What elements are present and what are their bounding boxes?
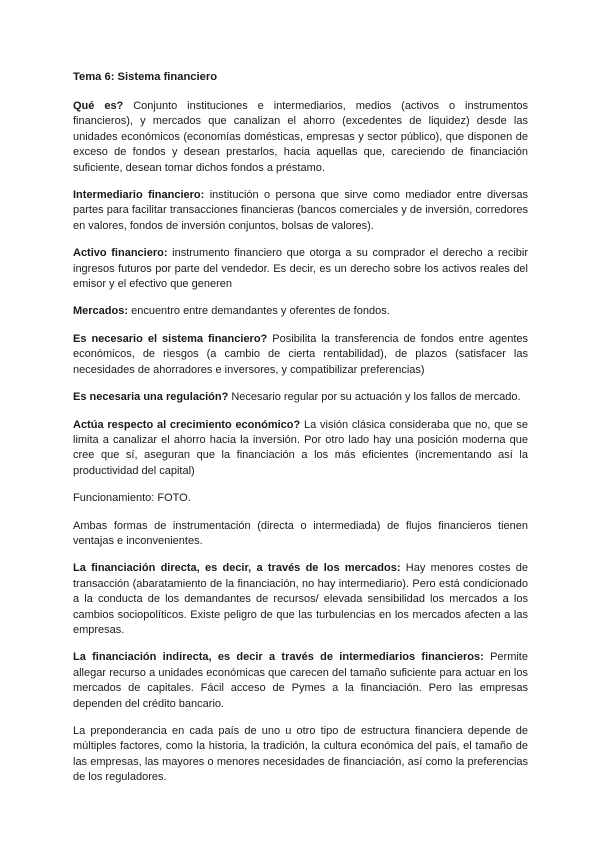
paragraph-ambas-formas bbox=[73, 519, 528, 550]
paragraph-term: Activo financiero: bbox=[73, 247, 168, 260]
document-title: Tema 6: Sistema financiero bbox=[73, 71, 218, 83]
paragraph-text: encuentro entre demandantes y oferentes de fondos. bbox=[128, 305, 390, 318]
paragraph-financiacion-indirecta bbox=[73, 650, 528, 712]
paragraph-term: Intermediario financiero: bbox=[73, 189, 205, 202]
paragraph-necesario bbox=[73, 332, 528, 378]
paragraph-text: Necesario regular por su actuación y los fallos de mercado. bbox=[228, 391, 521, 404]
paragraph-text: Hay menores costes de transacción (abaratamiento de la financiación, no hay intermediario). Pero está condicionado a la conducta de los demandantes de recursos/ elevada sensibilidad los mercados a los cambios sociopolíticos. Existe peligro de que las turbulencias en los mercados afecten a las empresas. bbox=[73, 562, 528, 636]
paragraph-funcionamiento bbox=[73, 491, 528, 506]
paragraph-text: Ambas formas de instrumentación (directa o intermediada) de flujos financieros tienen ventajas e inconvenientes. bbox=[73, 519, 528, 547]
paragraph-term: Qué es? bbox=[73, 100, 124, 112]
paragraph-term: Es necesario el sistema financiero? bbox=[73, 332, 268, 345]
paragraph-crecimiento bbox=[73, 418, 528, 480]
paragraph-term: Es necesaria una regulación? bbox=[73, 391, 229, 404]
paragraph-text: institución o persona que sirve como mediador entre diversas partes para facilitar transacciones financieras (bancos comerciales y de inversión, corredores en valores, fondos de inversión conjuntos, bolsas de valores). bbox=[73, 189, 528, 232]
paragraph-financiacion-directa bbox=[73, 561, 528, 638]
paragraph-term: La financiación directa, es decir, a través de los mercados: bbox=[73, 562, 401, 575]
paragraph-term: Mercados: bbox=[73, 305, 129, 318]
paragraph-que-es bbox=[73, 99, 528, 176]
paragraph-term: Actúa respecto al crecimiento económico? bbox=[73, 418, 301, 431]
paragraph-text: instrumento financiero que otorga a su comprador el derecho a recibir ingresos futuros por parte del vendedor. Es decir, es un derecho sobre los activos reales del emisor y el efectivo que generen bbox=[73, 247, 528, 291]
paragraph-text: Permite allegar recurso a unidades económicas que carecen del tamaño suficiente para actuar en los mercados de capitales. Fácil acceso de Pymes a la financiación. Pero las empresas dependen del crédito bancario. bbox=[73, 651, 528, 710]
paragraph-mercados bbox=[73, 304, 528, 319]
paragraph-text: Funcionamiento: FOTO. bbox=[73, 492, 191, 505]
paragraph-term: La financiación indirecta, es decir a través de intermediarios financieros: bbox=[73, 651, 484, 664]
paragraph-regulacion bbox=[73, 390, 528, 405]
paragraph-activo bbox=[73, 246, 528, 292]
paragraph-text: Conjunto instituciones e intermediarios, medios (activos o instrumentos financieros), y mercados que canalizan el ahorro (excedentes de liquidez) desde las unidades económicos (economías domésticas, empresas y sector público), que disponen de exceso de fondos y desean prestarlos, hacia aquellas que, careciendo de financiación suficiente, desean tomar dichos fondos a préstamo. bbox=[73, 100, 528, 174]
paragraph-intermediario bbox=[73, 188, 528, 234]
paragraph-text: La preponderancia en cada país de uno u otro tipo de estructura financiera depende de múltiples factores, como la historia, la tradición, la cultura económica del país, el tamaño de las empresas, las mayores o menores necesidades de financiación, así como la preferencias de los reguladores. bbox=[73, 725, 528, 784]
paragraph-text: Posibilita la transferencia de fondos entre agentes económicos, de riesgos (a cambio de cierta rentabilidad), de plazos (satisfacer las necesidades de ahorradores e inversores, y compatibilizar preferencias) bbox=[73, 332, 528, 376]
document-page bbox=[73, 70, 528, 798]
paragraph-text: La visión clásica consideraba que no, que se limita a canalizar el ahorro hacia la inversión. Por otro lado hay una posición moderna que cree que sí, aseguran que la financiación a los más eficientes (incrementando así la productividad del capital) bbox=[73, 418, 528, 477]
paragraph-preponderancia bbox=[73, 724, 528, 786]
